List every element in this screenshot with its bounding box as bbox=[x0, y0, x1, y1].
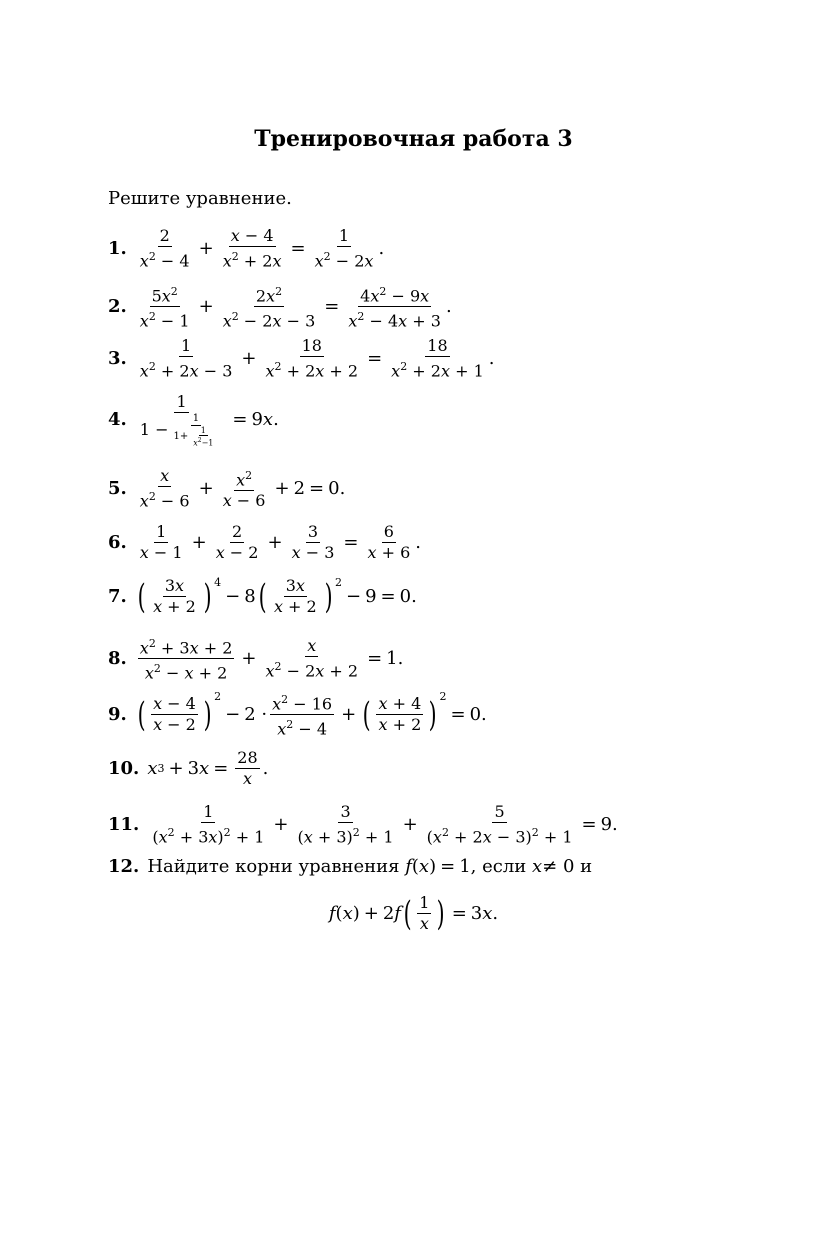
problem-number: 1. bbox=[108, 238, 127, 260]
fraction: $\frac{3}{x - 3}$ bbox=[291, 522, 335, 562]
instruction-text: Решите уравнение. bbox=[108, 188, 292, 209]
fraction: $\frac{x + 4}{x + 2}$ bbox=[378, 694, 422, 735]
problem-number: 4. bbox=[108, 409, 127, 431]
fraction: $\frac{28}{x}$ bbox=[237, 748, 258, 788]
fraction: $\frac{2x^2}{x^2 - 2x - 3}$ bbox=[221, 282, 318, 332]
problem-3: 3. $\frac{1}{x^2 + 2x - 3}$ + $\frac{18}{x^2 + 2x + 2}$ = $\frac{18}{x^2 + 2x + 1}$ . bbox=[108, 336, 495, 381]
fraction: $\frac{x}{x^2 - 6}$ bbox=[139, 466, 190, 511]
problem-9: 9. ( $\frac{x - 4}{x - 2}$ ) $^2$ − 2 · $\frac{x^2 - 16}{x^2 - 4}$ + ( $\frac{x + 4}{x + 2}$ ) $^2$ = 0. bbox=[108, 690, 487, 739]
fraction: $\frac{2}{x^2 - 4}$ bbox=[139, 226, 190, 271]
problem-12-text-a: Найдите корни уравнения bbox=[147, 856, 400, 877]
fraction: $\frac{3x}{x + 2}$ bbox=[153, 576, 196, 616]
problem-number: 10. bbox=[108, 758, 140, 779]
continued-fraction: 1 1 − 1 1+ $\frac{1}{x^2-1}$ bbox=[139, 392, 214, 448]
problem-2: 2. $\frac{5x^2}{x^2 - 1}$ + $\frac{2x^2}{x^2 - 2x - 3}$ = $\frac{4x^2 - 9x}{x^2 - 4x + 3}$ . bbox=[108, 282, 452, 332]
fraction: $\frac{18}{x^2 + 2x + 1}$ bbox=[391, 336, 484, 381]
problem-8: 8. $\frac{x^2 + 3x + 2}{x^2 - x + 2}$ + $\frac{x}{x^2 - 2x + 2}$ = 1. bbox=[108, 634, 403, 684]
fraction: $\frac{2}{x - 2}$ bbox=[215, 522, 259, 562]
fraction: $\frac{4x^2 - 9x}{x^2 - 4x + 3}$ bbox=[346, 282, 443, 332]
problem-4: 4. 1 1 − 1 1+ $\frac{1}{x^2-1}$ = 9 x . bbox=[108, 392, 279, 448]
fraction: $\frac{1}{x^2 + 2x - 3}$ bbox=[139, 336, 233, 381]
fraction: $\frac{3}{(x + 3)^2 + 1}$ bbox=[297, 802, 394, 847]
problem-number: 11. bbox=[108, 814, 140, 836]
problem-number: 9. bbox=[108, 704, 127, 726]
problem-12-text-b: , если bbox=[470, 856, 527, 877]
fraction: $\frac{x}{x^2 - 2x + 2}$ bbox=[265, 636, 359, 681]
problem-12: 12. Найдите корни уравнения f ( x ) = 1 , если x ≠ 0 и bbox=[108, 856, 593, 877]
problem-number: 5. bbox=[108, 478, 127, 500]
fraction: $\frac{x - 4}{x^2 + 2x}$ bbox=[222, 226, 282, 271]
fraction: $\frac{5}{(x^2 + 2x - 3)^2 + 1}$ bbox=[426, 802, 573, 847]
fraction: $\frac{18}{x^2 + 2x + 2}$ bbox=[265, 336, 359, 381]
fraction: $\frac{1}{(x^2 + 3x)^2 + 1}$ bbox=[152, 802, 265, 847]
fraction: $\frac{6}{x + 6}$ bbox=[367, 522, 411, 562]
fraction: $\frac{1}{x - 1}$ bbox=[139, 522, 183, 562]
fraction: $\frac{x^2}{x - 6}$ bbox=[221, 466, 268, 511]
fraction: $\frac{x^2 - 16}{x^2 - 4}$ bbox=[270, 690, 334, 740]
problem-number: 3. bbox=[108, 348, 127, 370]
problem-number: 7. bbox=[108, 586, 127, 607]
fraction: $\frac{1}{x^2 - 2x}$ bbox=[314, 226, 374, 271]
problem-number: 12. bbox=[108, 856, 140, 877]
fraction: $\frac{3x}{x + 2}$ bbox=[273, 576, 317, 616]
fraction: $\frac{x^2 + 3x + 2}{x^2 - x + 2}$ bbox=[138, 634, 235, 684]
problem-number: 8. bbox=[108, 648, 127, 670]
problem-7: 7. ( $\frac{3x}{x + 2}$ ) $^4$ − 8 ( $\frac{3x}{x + 2}$ ) $^2$ − 9 = 0. bbox=[108, 576, 417, 617]
problem-12-text-c: и bbox=[580, 856, 593, 877]
fraction: $\frac{1}{x}$ bbox=[419, 893, 430, 933]
fraction: $\frac{5x^2}{x^2 - 1}$ bbox=[138, 282, 192, 332]
problem-number: 6. bbox=[108, 532, 127, 553]
problem-6: 6. $\frac{1}{x - 1}$ + $\frac{2}{x - 2}$ + $\frac{3}{x - 3}$ = $\frac{6}{x + 6}$ . bbox=[108, 522, 421, 562]
problem-5: 5. $\frac{x}{x^2 - 6}$ + $\frac{x^2}{x - 6}$ + 2 = 0. bbox=[108, 466, 346, 511]
problem-number: 2. bbox=[108, 296, 127, 318]
problem-12-equation: f ( x ) + 2 f ( $\frac{1}{x}$ ) = 3 x . bbox=[328, 893, 499, 934]
problem-10: 10. x 3 + 3 x = $\frac{28}{x}$ . bbox=[108, 748, 269, 788]
problem-11: 11. $\frac{1}{(x^2 + 3x)^2 + 1}$ + $\frac{3}{(x + 3)^2 + 1}$ + $\frac{5}{(x^2 + 2x - 3)^2 + 1}$ = 9. bbox=[108, 802, 618, 847]
fraction: $\frac{x - 4}{x - 2}$ bbox=[153, 694, 196, 735]
problem-1: 1. $\frac{2}{x^2 - 4}$ + $\frac{x - 4}{x^2 + 2x}$ = $\frac{1}{x^2 - 2x}$ . bbox=[108, 226, 385, 271]
page-title: Тренировочная работа 3 bbox=[254, 126, 573, 152]
